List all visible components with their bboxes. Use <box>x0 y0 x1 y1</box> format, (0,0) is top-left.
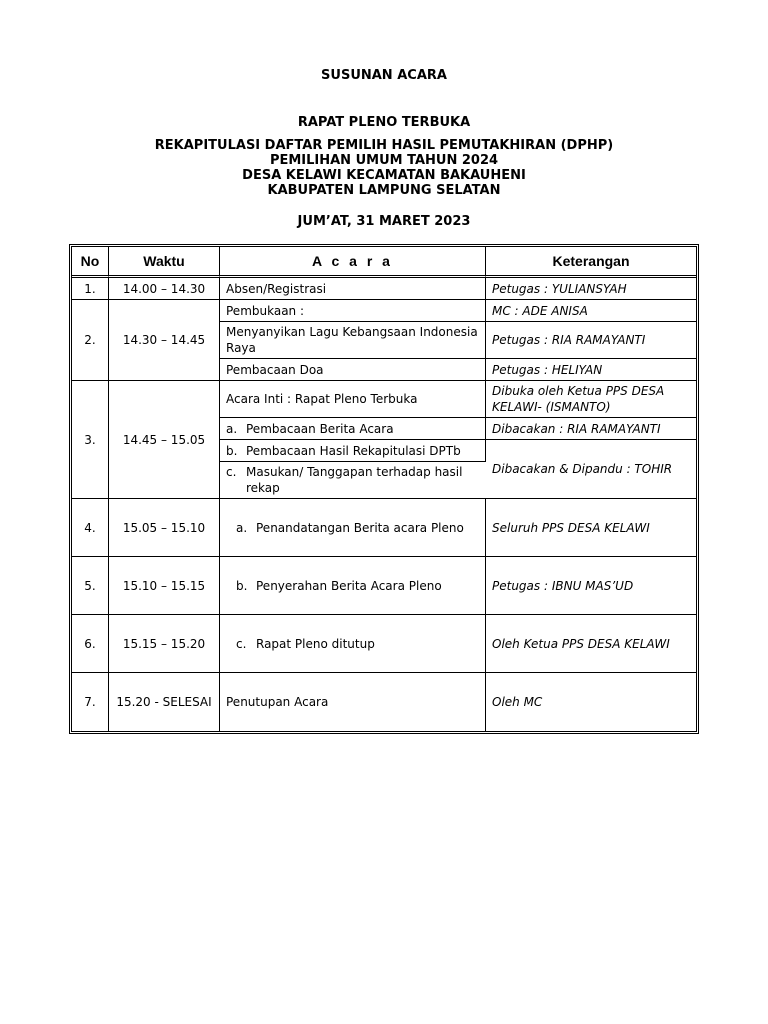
table-row <box>72 557 696 615</box>
row-note: Petugas : YULIANSYAH <box>486 278 696 300</box>
subtitle-line: PEMILIHAN UMUM TAHUN 2024 <box>269 153 499 168</box>
item-marker: b. <box>236 578 248 593</box>
row-time: 14.00 – 14.30 <box>109 278 220 300</box>
table-row <box>72 300 696 322</box>
row-note: Seluruh PPS DESA KELAWI <box>486 499 696 557</box>
subtitle-line: KABUPATEN LAMPUNG SELATAN <box>267 183 501 198</box>
row-note: Petugas : RIA RAMAYANTI <box>486 322 696 359</box>
row-time: 14.45 – 15.05 <box>109 381 220 499</box>
table-row <box>72 615 696 673</box>
item-text: Pembacaan Hasil Rekapitulasi DPTb <box>246 443 461 458</box>
row-time: 14.30 – 14.45 <box>109 300 220 381</box>
row-time: 15.20 - SELESAI <box>109 673 220 731</box>
row-activity: Absen/Registrasi <box>220 278 486 300</box>
table-row <box>72 673 696 731</box>
row-number: 5. <box>72 557 109 615</box>
row-note: Dibacakan & Dipandu : TOHIR <box>486 440 696 499</box>
row-activity: Acara Inti : Rapat Pleno Terbuka <box>220 381 486 418</box>
subtitle-line: DESA KELAWI KECAMATAN BAKAUHENI <box>242 168 526 183</box>
row-note: Petugas : HELIYAN <box>486 359 696 381</box>
row-activity: Penutupan Acara <box>220 673 486 731</box>
row-number: 1. <box>72 278 109 300</box>
row-time: 15.15 – 15.20 <box>109 615 220 673</box>
item-marker: c. <box>236 636 247 651</box>
row-time: 15.10 – 15.15 <box>109 557 220 615</box>
row-number: 3. <box>72 381 109 499</box>
item-text: Masukan/ Tanggapan terhadap hasil rekap <box>246 465 463 495</box>
table-header-row <box>72 247 696 278</box>
table-row <box>72 278 696 300</box>
row-time: 15.05 – 15.10 <box>109 499 220 557</box>
column-header-no: No <box>72 247 109 278</box>
subtitle-block <box>0 138 768 198</box>
row-activity <box>220 440 486 462</box>
row-number: 6. <box>72 615 109 673</box>
row-note: Dibuka oleh Ketua PPS DESA KELAWI- (ISMANTO) <box>486 381 696 418</box>
subtitle-line: REKAPITULASI DAFTAR PEMILIH HASIL PEMUTAKHIRAN (DPHP) <box>154 138 614 153</box>
column-header-waktu: Waktu <box>109 247 220 278</box>
row-note: Petugas : IBNU MAS’UD <box>486 557 696 615</box>
item-text: Penandatangan Berita acara Pleno <box>256 520 464 535</box>
row-note: Oleh Ketua PPS DESA KELAWI <box>486 615 696 673</box>
row-number: 7. <box>72 673 109 731</box>
row-note: Dibacakan : RIA RAMAYANTI <box>486 418 696 440</box>
row-number: 2. <box>72 300 109 381</box>
row-activity <box>220 462 486 499</box>
column-header-keterangan: Keterangan <box>486 247 696 278</box>
row-activity <box>220 557 486 615</box>
item-text: Pembacaan Berita Acara <box>246 421 394 436</box>
row-activity <box>220 615 486 673</box>
item-marker: a. <box>236 520 248 535</box>
row-note: MC : ADE ANISA <box>486 300 696 322</box>
item-marker: c. <box>226 465 237 479</box>
row-note: Oleh MC <box>492 695 543 709</box>
item-text: Rapat Pleno ditutup <box>256 636 375 651</box>
row-activity: Pembacaan Doa <box>220 359 486 381</box>
row-activity: Menyanyikan Lagu Kebangsaan Indonesia Raya <box>220 322 486 359</box>
table-row <box>72 499 696 557</box>
item-text: Penyerahan Berita Acara Pleno <box>256 578 442 593</box>
row-number: 4. <box>72 499 109 557</box>
item-marker: a. <box>226 421 238 436</box>
document-title: SUSUNAN ACARA <box>321 68 447 83</box>
row-activity <box>220 418 486 440</box>
row-activity: Pembukaan : <box>220 300 486 322</box>
event-title: RAPAT PLENO TERBUKA <box>297 115 471 130</box>
item-marker: b. <box>226 443 238 458</box>
schedule-table <box>71 246 697 732</box>
event-date: JUM’AT, 31 MARET 2023 <box>297 214 471 229</box>
column-header-acara: A c a r a <box>220 247 486 278</box>
table-row <box>72 381 696 418</box>
row-activity <box>220 499 486 557</box>
